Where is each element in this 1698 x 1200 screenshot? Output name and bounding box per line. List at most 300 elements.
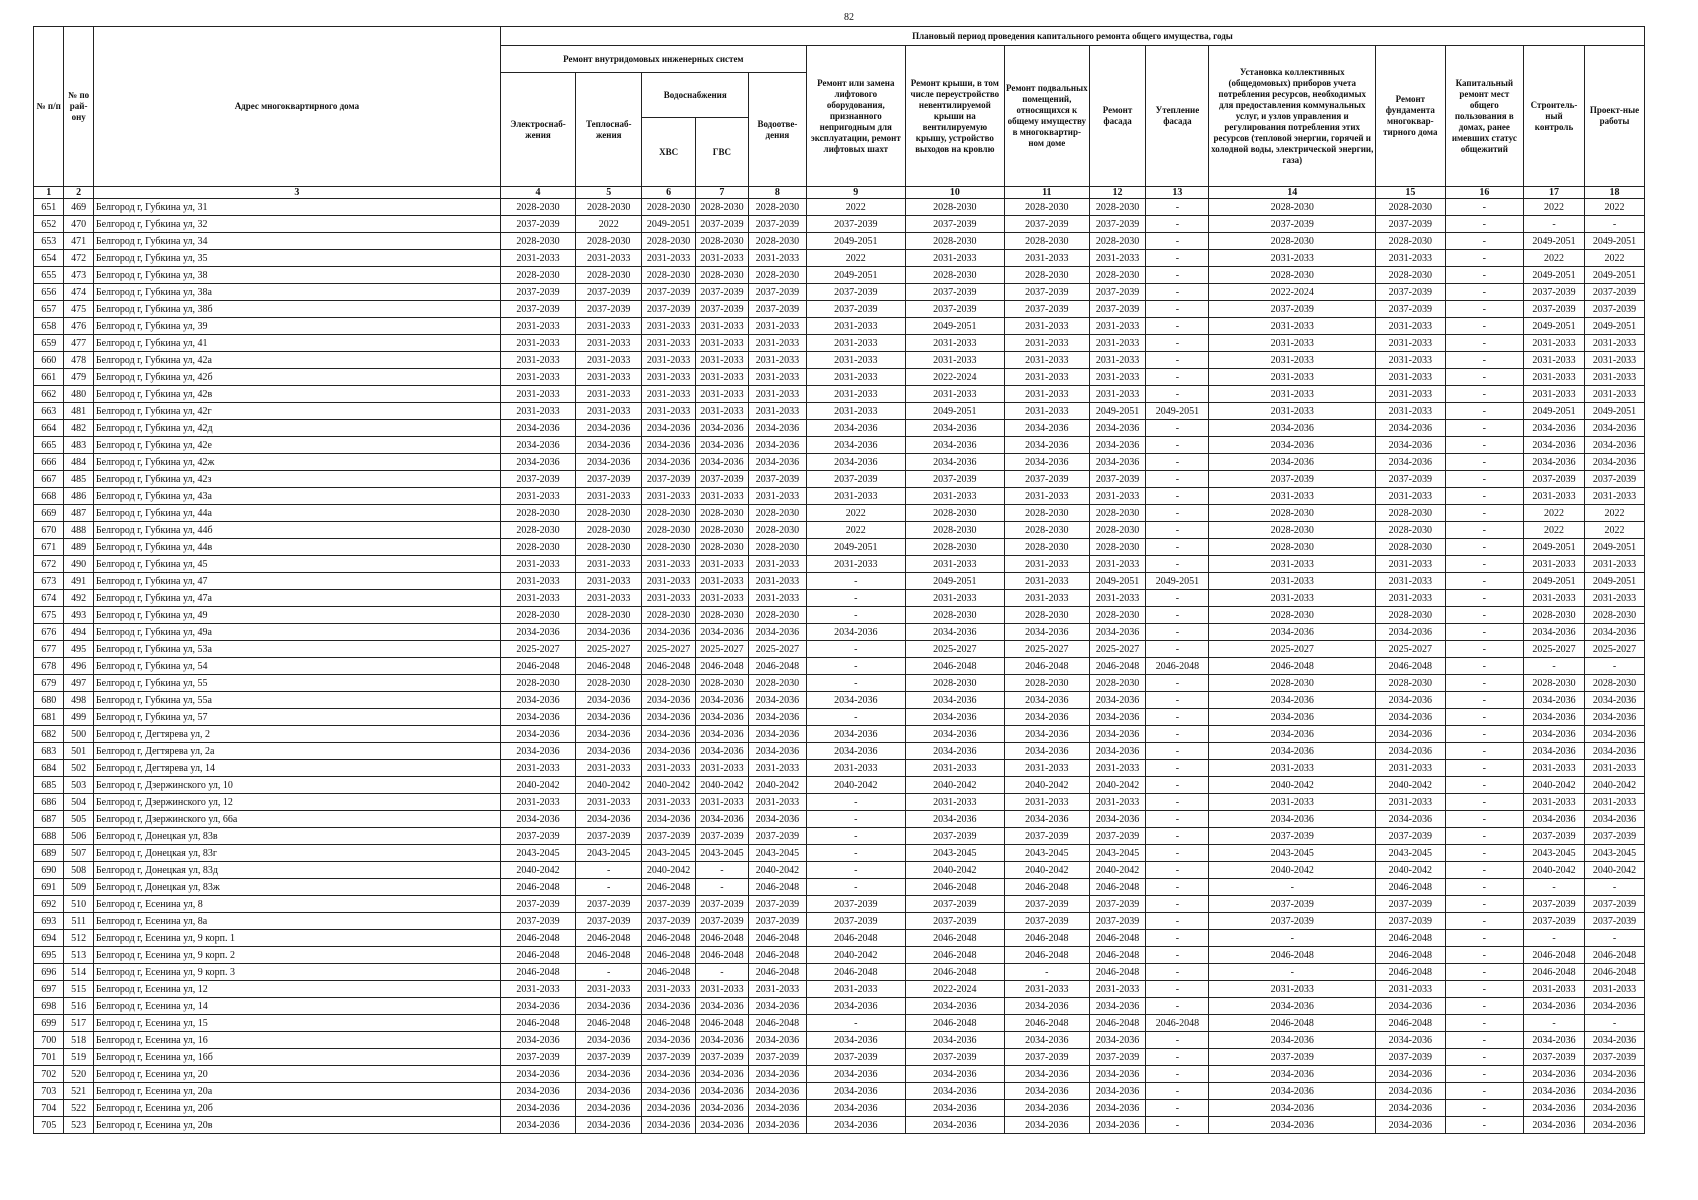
district-number: 486 — [64, 488, 93, 505]
header-basement: Ремонт подвальных помещений, относящихся к общему имуществу в многоквартир-ном доме — [1004, 46, 1089, 187]
period-cell: 2034-2036 — [806, 624, 905, 641]
period-cell: 2043-2045 — [1524, 845, 1585, 862]
period-cell: 2034-2036 — [1004, 454, 1089, 471]
period-cell: - — [1445, 420, 1523, 437]
period-cell: - — [1445, 573, 1523, 590]
column-number: 13 — [1146, 187, 1209, 199]
period-cell: - — [1146, 386, 1209, 403]
district-number: 517 — [64, 1015, 93, 1032]
district-number: 501 — [64, 743, 93, 760]
table-row — [34, 1015, 1645, 1032]
period-cell: 2037-2039 — [1089, 913, 1146, 930]
row-number: 703 — [34, 1083, 64, 1100]
period-cell: 2034-2036 — [1376, 1100, 1446, 1117]
row-number: 687 — [34, 811, 64, 828]
period-cell: 2022 — [1584, 522, 1644, 539]
period-cell: 2034-2036 — [806, 692, 905, 709]
period-cell: 2037-2039 — [1089, 1049, 1146, 1066]
row-number: 673 — [34, 573, 64, 590]
period-cell: 2037-2039 — [500, 284, 575, 301]
period-cell: - — [1584, 658, 1644, 675]
period-cell: 2037-2039 — [642, 913, 695, 930]
period-cell: 2043-2045 — [905, 845, 1004, 862]
period-cell: - — [806, 794, 905, 811]
period-cell: 2031-2033 — [749, 794, 807, 811]
period-cell: 2031-2033 — [749, 318, 807, 335]
period-cell: 2028-2030 — [576, 233, 642, 250]
period-cell: 2034-2036 — [905, 726, 1004, 743]
column-number: 16 — [1445, 187, 1523, 199]
period-cell: 2034-2036 — [1209, 726, 1376, 743]
period-cell: 2028-2030 — [1089, 522, 1146, 539]
period-cell: 2031-2033 — [1584, 335, 1644, 352]
period-cell: 2037-2039 — [500, 216, 575, 233]
period-cell: 2034-2036 — [500, 692, 575, 709]
period-cell: 2037-2039 — [576, 828, 642, 845]
district-number: 473 — [64, 267, 93, 284]
table-row — [34, 1032, 1645, 1049]
period-cell: 2031-2033 — [1209, 794, 1376, 811]
period-cell: 2037-2039 — [642, 284, 695, 301]
row-number: 684 — [34, 760, 64, 777]
period-cell: 2031-2033 — [576, 760, 642, 777]
address-cell: Белгород г, Губкина ул, 53а — [93, 641, 500, 658]
period-cell: 2028-2030 — [642, 233, 695, 250]
period-cell: - — [1146, 471, 1209, 488]
period-cell: 2034-2036 — [1004, 1066, 1089, 1083]
period-cell: 2034-2036 — [1004, 1117, 1089, 1134]
period-cell: - — [1146, 794, 1209, 811]
period-cell: 2031-2033 — [1376, 488, 1446, 505]
period-cell: 2031-2033 — [500, 250, 575, 267]
period-cell: 2031-2033 — [1004, 760, 1089, 777]
table-row — [34, 590, 1645, 607]
row-number: 672 — [34, 556, 64, 573]
period-cell: 2034-2036 — [1524, 692, 1585, 709]
period-cell: 2034-2036 — [500, 437, 575, 454]
row-number: 700 — [34, 1032, 64, 1049]
address-cell: Белгород г, Губкина ул, 43а — [93, 488, 500, 505]
period-cell: 2034-2036 — [1089, 692, 1146, 709]
period-cell: 2034-2036 — [576, 1100, 642, 1117]
period-cell: 2031-2033 — [695, 981, 748, 998]
period-cell: 2034-2036 — [642, 420, 695, 437]
period-cell: 2040-2042 — [1524, 862, 1585, 879]
district-number: 491 — [64, 573, 93, 590]
table-row — [34, 318, 1645, 335]
district-number: 505 — [64, 811, 93, 828]
column-number: 4 — [500, 187, 575, 199]
period-cell: 2028-2030 — [642, 505, 695, 522]
period-cell: - — [1146, 998, 1209, 1015]
period-cell: 2046-2048 — [1089, 879, 1146, 896]
period-cell: 2040-2042 — [749, 862, 807, 879]
period-cell: - — [1445, 1015, 1523, 1032]
period-cell: 2046-2048 — [1584, 947, 1644, 964]
period-cell: 2034-2036 — [749, 1117, 807, 1134]
period-cell: 2034-2036 — [1524, 437, 1585, 454]
period-cell: - — [1445, 454, 1523, 471]
period-cell: - — [1445, 913, 1523, 930]
table-row — [34, 692, 1645, 709]
period-cell: 2034-2036 — [1376, 811, 1446, 828]
period-cell: - — [1146, 981, 1209, 998]
table-row — [34, 505, 1645, 522]
period-cell: 2034-2036 — [1584, 726, 1644, 743]
period-cell: 2034-2036 — [1004, 811, 1089, 828]
address-cell: Белгород г, Губкина ул, 42а — [93, 352, 500, 369]
period-cell: - — [806, 879, 905, 896]
period-cell: 2034-2036 — [695, 454, 748, 471]
period-cell: - — [1445, 267, 1523, 284]
period-cell: 2028-2030 — [1584, 675, 1644, 692]
table-row — [34, 522, 1645, 539]
period-cell: 2022 — [1584, 199, 1644, 216]
period-cell: 2034-2036 — [1524, 998, 1585, 1015]
period-cell: 2028-2030 — [642, 675, 695, 692]
period-cell: 2031-2033 — [695, 573, 748, 590]
period-cell: 2031-2033 — [500, 556, 575, 573]
period-cell: 2046-2048 — [749, 947, 807, 964]
period-cell: 2046-2048 — [1004, 879, 1089, 896]
header-facade-repair: Ремонт фасада — [1089, 46, 1146, 187]
period-cell: 2031-2033 — [1376, 318, 1446, 335]
period-cell: 2028-2030 — [905, 267, 1004, 284]
period-cell: 2037-2039 — [1376, 1049, 1446, 1066]
period-cell: 2028-2030 — [695, 607, 748, 624]
row-number: 655 — [34, 267, 64, 284]
period-cell: 2037-2039 — [749, 216, 807, 233]
period-cell: 2034-2036 — [695, 420, 748, 437]
period-cell: 2034-2036 — [576, 454, 642, 471]
period-cell: - — [1445, 862, 1523, 879]
period-cell: 2031-2033 — [695, 794, 748, 811]
period-cell: 2028-2030 — [500, 607, 575, 624]
period-cell: 2034-2036 — [905, 1032, 1004, 1049]
period-cell: 2031-2033 — [500, 318, 575, 335]
table-row — [34, 913, 1645, 930]
period-cell: - — [1146, 777, 1209, 794]
period-cell: 2031-2033 — [1524, 556, 1585, 573]
period-cell: 2034-2036 — [1089, 1117, 1146, 1134]
column-number: 7 — [695, 187, 748, 199]
period-cell: 2037-2039 — [1209, 1049, 1376, 1066]
period-cell: 2034-2036 — [1004, 692, 1089, 709]
period-cell: 2046-2048 — [642, 964, 695, 981]
period-cell: - — [1445, 505, 1523, 522]
period-cell: 2034-2036 — [1584, 998, 1644, 1015]
period-cell: - — [1146, 896, 1209, 913]
table-row — [34, 709, 1645, 726]
period-cell: - — [1445, 335, 1523, 352]
period-cell: 2031-2033 — [1584, 590, 1644, 607]
period-cell: 2028-2030 — [642, 607, 695, 624]
header-design-works: Проект-ные работы — [1584, 46, 1644, 187]
period-cell: 2031-2033 — [1209, 403, 1376, 420]
period-cell: 2034-2036 — [806, 1117, 905, 1134]
period-cell: 2028-2030 — [749, 199, 807, 216]
column-number: 14 — [1209, 187, 1376, 199]
period-cell: 2034-2036 — [500, 1032, 575, 1049]
period-cell: 2028-2030 — [576, 522, 642, 539]
period-cell: 2031-2033 — [749, 352, 807, 369]
address-cell: Белгород г, Губкина ул, 34 — [93, 233, 500, 250]
table-row — [34, 1049, 1645, 1066]
period-cell: 2031-2033 — [806, 981, 905, 998]
address-cell: Белгород г, Губкина ул, 55а — [93, 692, 500, 709]
address-cell: Белгород г, Есенина ул, 20в — [93, 1117, 500, 1134]
period-cell: 2034-2036 — [749, 437, 807, 454]
period-cell: 2037-2039 — [1004, 284, 1089, 301]
period-cell: - — [1584, 930, 1644, 947]
period-cell: 2025-2027 — [1004, 641, 1089, 658]
district-number: 488 — [64, 522, 93, 539]
period-cell: 2022 — [576, 216, 642, 233]
period-cell: 2031-2033 — [500, 590, 575, 607]
address-cell: Белгород г, Донецкая ул, 83в — [93, 828, 500, 845]
row-number: 692 — [34, 896, 64, 913]
period-cell: 2037-2039 — [749, 913, 807, 930]
period-cell: 2034-2036 — [1209, 624, 1376, 641]
period-cell: 2034-2036 — [905, 454, 1004, 471]
address-cell: Белгород г, Есенина ул, 20б — [93, 1100, 500, 1117]
address-cell: Белгород г, Есенина ул, 20а — [93, 1083, 500, 1100]
period-cell: 2034-2036 — [1584, 709, 1644, 726]
period-cell: 2031-2033 — [695, 760, 748, 777]
period-cell: - — [806, 590, 905, 607]
district-number: 474 — [64, 284, 93, 301]
period-cell: - — [1445, 930, 1523, 947]
table-row — [34, 386, 1645, 403]
period-cell: 2049-2051 — [1524, 233, 1585, 250]
period-cell: 2031-2033 — [1209, 250, 1376, 267]
period-cell: - — [1445, 794, 1523, 811]
period-cell: 2046-2048 — [1209, 947, 1376, 964]
row-number: 651 — [34, 199, 64, 216]
period-cell: 2049-2051 — [905, 318, 1004, 335]
period-cell: 2025-2027 — [905, 641, 1004, 658]
period-cell: 2031-2033 — [749, 403, 807, 420]
row-number: 670 — [34, 522, 64, 539]
period-cell: 2034-2036 — [576, 692, 642, 709]
period-cell: 2034-2036 — [749, 811, 807, 828]
period-cell: 2028-2030 — [500, 505, 575, 522]
table-row — [34, 335, 1645, 352]
period-cell: 2037-2039 — [576, 471, 642, 488]
period-cell: - — [1445, 1049, 1523, 1066]
period-cell: 2037-2039 — [695, 284, 748, 301]
period-cell: 2043-2045 — [1584, 845, 1644, 862]
period-cell: 2034-2036 — [1089, 1100, 1146, 1117]
period-cell: 2028-2030 — [695, 199, 748, 216]
period-cell: 2049-2051 — [1584, 573, 1644, 590]
district-number: 485 — [64, 471, 93, 488]
period-cell: 2034-2036 — [1089, 454, 1146, 471]
header-cold-water: ХВС — [642, 118, 695, 187]
period-cell: 2046-2048 — [749, 1015, 807, 1032]
period-cell: 2046-2048 — [1524, 947, 1585, 964]
period-cell: 2022 — [1524, 522, 1585, 539]
address-cell: Белгород г, Губкина ул, 32 — [93, 216, 500, 233]
period-cell: 2046-2048 — [1089, 947, 1146, 964]
period-cell: 2034-2036 — [1524, 726, 1585, 743]
period-cell: 2028-2030 — [1524, 675, 1585, 692]
period-cell: 2037-2039 — [500, 913, 575, 930]
period-cell: - — [1146, 1100, 1209, 1117]
period-cell: - — [1445, 896, 1523, 913]
table-row — [34, 658, 1645, 675]
period-cell: 2034-2036 — [806, 1083, 905, 1100]
period-cell: - — [1146, 879, 1209, 896]
period-cell: 2046-2048 — [806, 964, 905, 981]
period-cell: 2031-2033 — [695, 556, 748, 573]
period-cell: 2034-2036 — [905, 437, 1004, 454]
column-number: 15 — [1376, 187, 1446, 199]
period-cell: 2037-2039 — [1004, 896, 1089, 913]
period-cell: 2043-2045 — [749, 845, 807, 862]
column-number: 18 — [1584, 187, 1644, 199]
period-cell: 2040-2042 — [806, 947, 905, 964]
row-number: 662 — [34, 386, 64, 403]
period-cell: 2022 — [1524, 505, 1585, 522]
period-cell: 2022-2024 — [905, 981, 1004, 998]
period-cell: 2037-2039 — [1524, 1049, 1585, 1066]
period-cell: 2028-2030 — [695, 267, 748, 284]
period-cell: 2031-2033 — [1089, 369, 1146, 386]
address-cell: Белгород г, Губкина ул, 49 — [93, 607, 500, 624]
period-cell: 2028-2030 — [500, 522, 575, 539]
period-cell: - — [1146, 267, 1209, 284]
period-cell: 2031-2033 — [642, 352, 695, 369]
address-cell: Белгород г, Губкина ул, 44б — [93, 522, 500, 539]
period-cell: 2049-2051 — [1524, 267, 1585, 284]
period-cell: - — [1146, 335, 1209, 352]
period-cell: 2031-2033 — [905, 794, 1004, 811]
period-cell: 2034-2036 — [806, 437, 905, 454]
period-cell: - — [806, 1015, 905, 1032]
period-cell: - — [1445, 556, 1523, 573]
period-cell: 2031-2033 — [642, 335, 695, 352]
address-cell: Белгород г, Губкина ул, 44в — [93, 539, 500, 556]
period-cell: 2028-2030 — [642, 267, 695, 284]
period-cell: 2037-2039 — [642, 828, 695, 845]
period-cell: 2034-2036 — [642, 437, 695, 454]
period-cell: 2028-2030 — [500, 267, 575, 284]
period-cell: 2031-2033 — [806, 369, 905, 386]
period-cell: 2034-2036 — [576, 743, 642, 760]
table-row — [34, 896, 1645, 913]
period-cell: 2031-2033 — [1376, 556, 1446, 573]
row-number: 693 — [34, 913, 64, 930]
table-row — [34, 624, 1645, 641]
period-cell: 2028-2030 — [905, 233, 1004, 250]
header-electricity: Электроснаб-жения — [500, 73, 575, 187]
table-row — [34, 216, 1645, 233]
period-cell: 2031-2033 — [749, 590, 807, 607]
address-cell: Белгород г, Дзержинского ул, 10 — [93, 777, 500, 794]
period-cell: 2034-2036 — [695, 437, 748, 454]
table-row — [34, 471, 1645, 488]
period-cell: 2049-2051 — [1584, 267, 1644, 284]
period-cell: 2028-2030 — [576, 505, 642, 522]
period-cell: 2040-2042 — [1524, 777, 1585, 794]
period-cell: 2037-2039 — [576, 301, 642, 318]
address-cell: Белгород г, Губкина ул, 39 — [93, 318, 500, 335]
period-cell: 2034-2036 — [500, 998, 575, 1015]
period-cell: 2034-2036 — [642, 1032, 695, 1049]
period-cell: 2031-2033 — [905, 250, 1004, 267]
period-cell: 2031-2033 — [905, 556, 1004, 573]
district-number: 475 — [64, 301, 93, 318]
period-cell: 2025-2027 — [1089, 641, 1146, 658]
period-cell: 2040-2042 — [1004, 777, 1089, 794]
period-cell: 2031-2033 — [576, 573, 642, 590]
period-cell: 2031-2033 — [576, 590, 642, 607]
period-cell: 2031-2033 — [749, 369, 807, 386]
period-cell: 2037-2039 — [806, 216, 905, 233]
period-cell: 2037-2039 — [1089, 828, 1146, 845]
period-cell: 2031-2033 — [1209, 386, 1376, 403]
period-cell: 2031-2033 — [749, 981, 807, 998]
period-cell: 2034-2036 — [1584, 454, 1644, 471]
period-cell: 2046-2048 — [905, 1015, 1004, 1032]
period-cell: 2040-2042 — [500, 777, 575, 794]
period-cell: 2031-2033 — [1004, 981, 1089, 998]
header-hot-water: ГВС — [695, 118, 748, 187]
period-cell: 2043-2045 — [500, 845, 575, 862]
period-cell: 2040-2042 — [1089, 862, 1146, 879]
period-cell: 2046-2048 — [500, 879, 575, 896]
period-cell: 2031-2033 — [695, 590, 748, 607]
period-cell: 2037-2039 — [806, 471, 905, 488]
period-cell: 2034-2036 — [1524, 1117, 1585, 1134]
period-cell: 2034-2036 — [1209, 1100, 1376, 1117]
period-cell: 2040-2042 — [1376, 862, 1446, 879]
period-cell: 2034-2036 — [1089, 624, 1146, 641]
period-cell: 2028-2030 — [642, 199, 695, 216]
period-cell: 2037-2039 — [905, 471, 1004, 488]
address-cell: Белгород г, Донецкая ул, 83ж — [93, 879, 500, 896]
period-cell: 2034-2036 — [1584, 624, 1644, 641]
address-cell: Белгород г, Губкина ул, 47а — [93, 590, 500, 607]
period-cell: - — [576, 862, 642, 879]
table-row — [34, 437, 1645, 454]
period-cell: - — [1445, 369, 1523, 386]
period-cell: - — [1445, 386, 1523, 403]
table-body — [34, 199, 1645, 1134]
period-cell: 2031-2033 — [576, 352, 642, 369]
period-cell: 2049-2051 — [642, 216, 695, 233]
address-cell: Белгород г, Губкина ул, 42е — [93, 437, 500, 454]
period-cell: 2037-2039 — [1004, 471, 1089, 488]
period-cell: 2040-2042 — [1584, 862, 1644, 879]
period-cell: 2028-2030 — [695, 233, 748, 250]
period-cell: - — [1445, 998, 1523, 1015]
period-cell: 2031-2033 — [1376, 369, 1446, 386]
period-cell: 2034-2036 — [642, 709, 695, 726]
period-cell: 2028-2030 — [1004, 505, 1089, 522]
period-cell: 2034-2036 — [642, 998, 695, 1015]
period-cell: 2031-2033 — [1584, 556, 1644, 573]
period-cell: 2031-2033 — [576, 369, 642, 386]
period-cell: 2037-2039 — [642, 1049, 695, 1066]
period-cell: - — [1146, 301, 1209, 318]
period-cell: 2037-2039 — [500, 301, 575, 318]
period-cell: 2046-2048 — [1146, 1015, 1209, 1032]
period-cell: 2031-2033 — [1089, 556, 1146, 573]
period-cell: - — [1146, 1083, 1209, 1100]
period-cell: 2028-2030 — [749, 522, 807, 539]
